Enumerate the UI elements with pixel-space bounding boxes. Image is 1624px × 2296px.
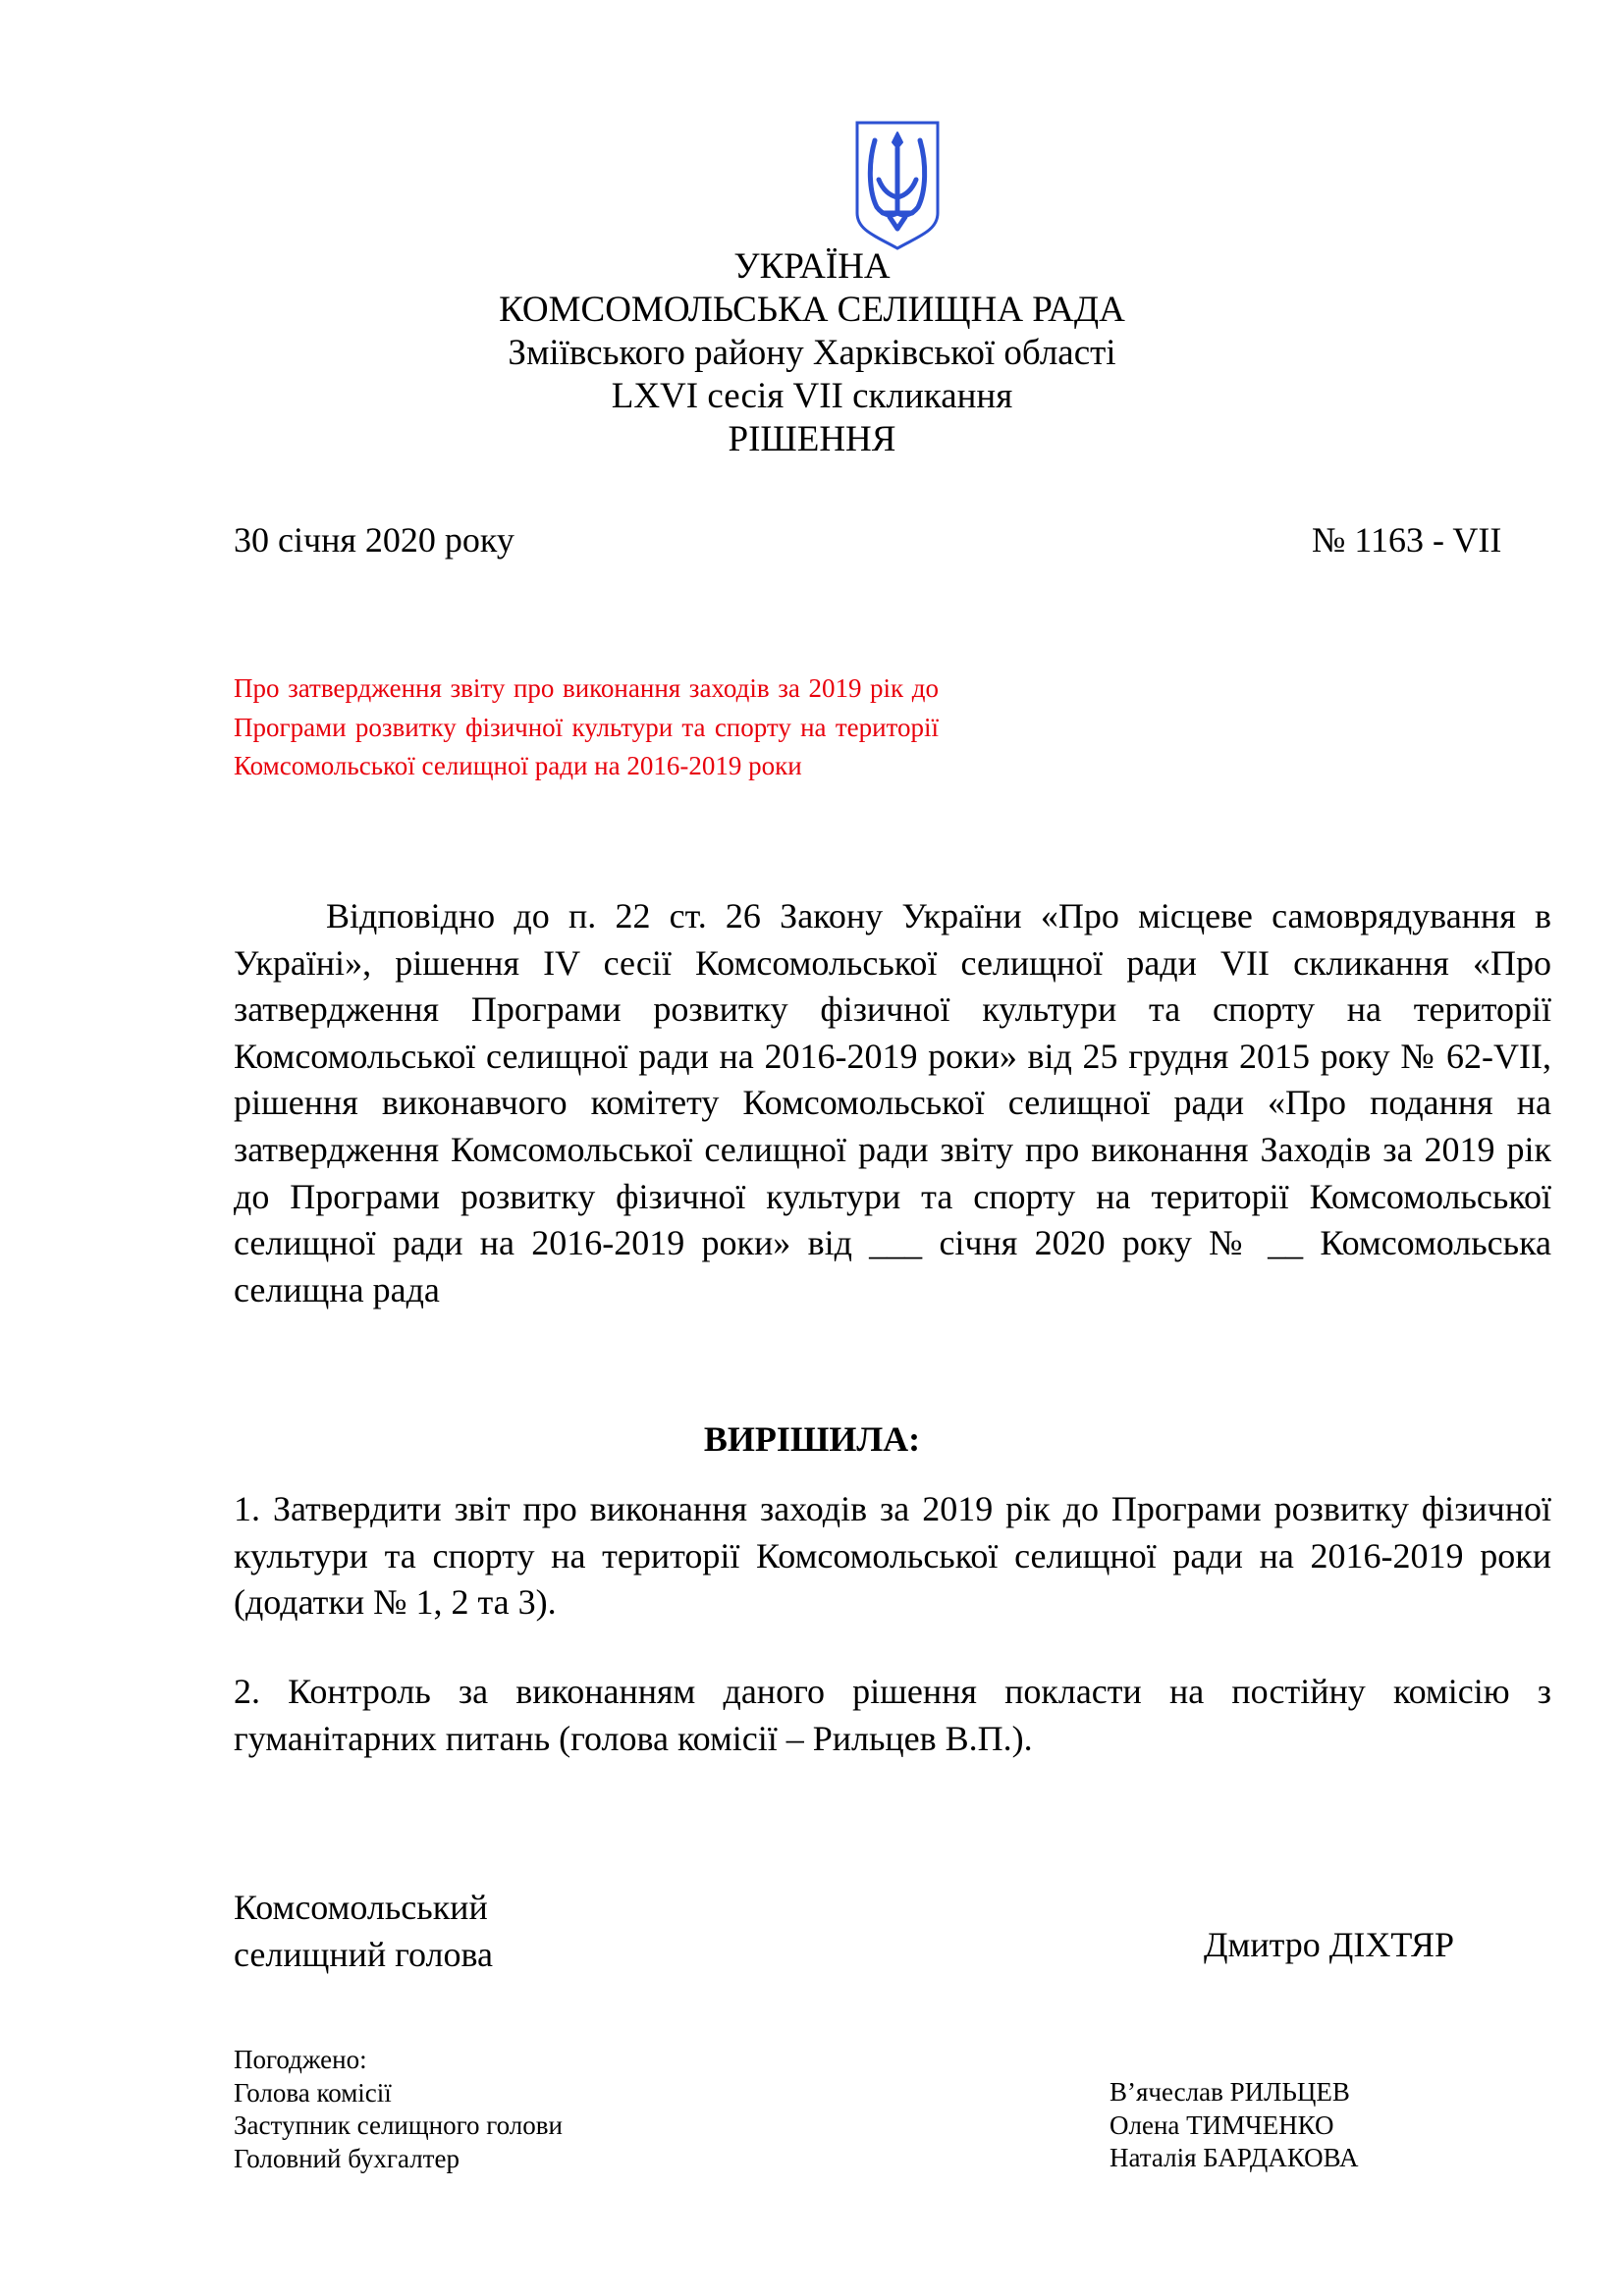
agreed-name: Олена ТИМЧЕНКО [1110, 2109, 1334, 2140]
district-name: Зміївського району Харківської області [508, 333, 1116, 373]
decision-date: 30 січня 2020 року [234, 520, 514, 560]
signatory-position-line-1: Комсомольський [234, 1888, 488, 1927]
decision-item-2: 2. Контроль за виконанням даного рішення покласти на постійну комісію з гуманітарних питань (голова комісії – Рильцев В.П.). [234, 1672, 1551, 1758]
decision-subject: Про затвердження звіту про виконання заходів за 2019 рік до Програми розвитку фізичної культури та спорту на території Комсомольської селищної ради на 2016-2019 роки [234, 673, 939, 780]
document-header [0, 245, 1624, 461]
agreed-label: Погоджено: [234, 2045, 367, 2074]
agreed-block [234, 2044, 563, 2175]
country-name: УКРАЇНА [733, 246, 891, 287]
decided-heading: ВИРІШИЛА: [703, 1419, 921, 1459]
council-name: КОМСОМОЛЬСЬКА СЕЛИЩНА РАДА [499, 290, 1125, 330]
decision-item-1: 1. Затвердити звіт про виконання заходів за 2019 рік до Програми розвитку фізичної культури та спорту на території Комсомольської селищної ради на 2016-2019 роки (додатки № 1, 2 та 3). [234, 1489, 1551, 1623]
agreed-name: Наталія БАРДАКОВА [1110, 2143, 1359, 2172]
agreed-role: Голова комісії [234, 2077, 392, 2108]
signatory-position-line-2: селищний голова [234, 1935, 494, 1974]
preamble-text: Відповідно до п. 22 ст. 26 Закону України «Про місцеве самоврядування в Україні», рішення IV сесії Комсомольської селищної ради VII скликання «Про затвердження Програми розвитку фізичної культури та спорту на території Комсомольської селищної ради на 2016-2019 роки» від 25 грудня 2015 року № 62-VII, рішення виконавчого комітету Комсомольської селищної ради «Про подання на затвердження Комсомольської селищної ради звіту про виконання Заходів за 2019 рік до Програми розвитку фізичної культури та спорту на території Комсомольської селищної ради на 2016-2019 роки» від ___ січня 2020 року № __ Комсомольська селищна рада [234, 896, 1551, 1309]
signatory-position [234, 1884, 493, 1978]
date-number-line [234, 518, 1516, 561]
agreed-role: Головний бухгалтер [234, 2143, 460, 2173]
decision-number: № 1163 - VII [1312, 520, 1502, 560]
preamble-block [234, 893, 1551, 1313]
signatory-name: Дмитро ДІХТЯР [1204, 1925, 1454, 1964]
agreed-name: В’ячеслав РИЛЬЦЕВ [1110, 2077, 1350, 2107]
document-type: РІШЕННЯ [728, 419, 896, 459]
agreed-names [1110, 2076, 1358, 2175]
trident-emblem-icon [853, 119, 942, 250]
session-name: LXVI сесія VII скликання [611, 376, 1013, 416]
agreed-role: Заступник селищного голови [234, 2110, 563, 2140]
